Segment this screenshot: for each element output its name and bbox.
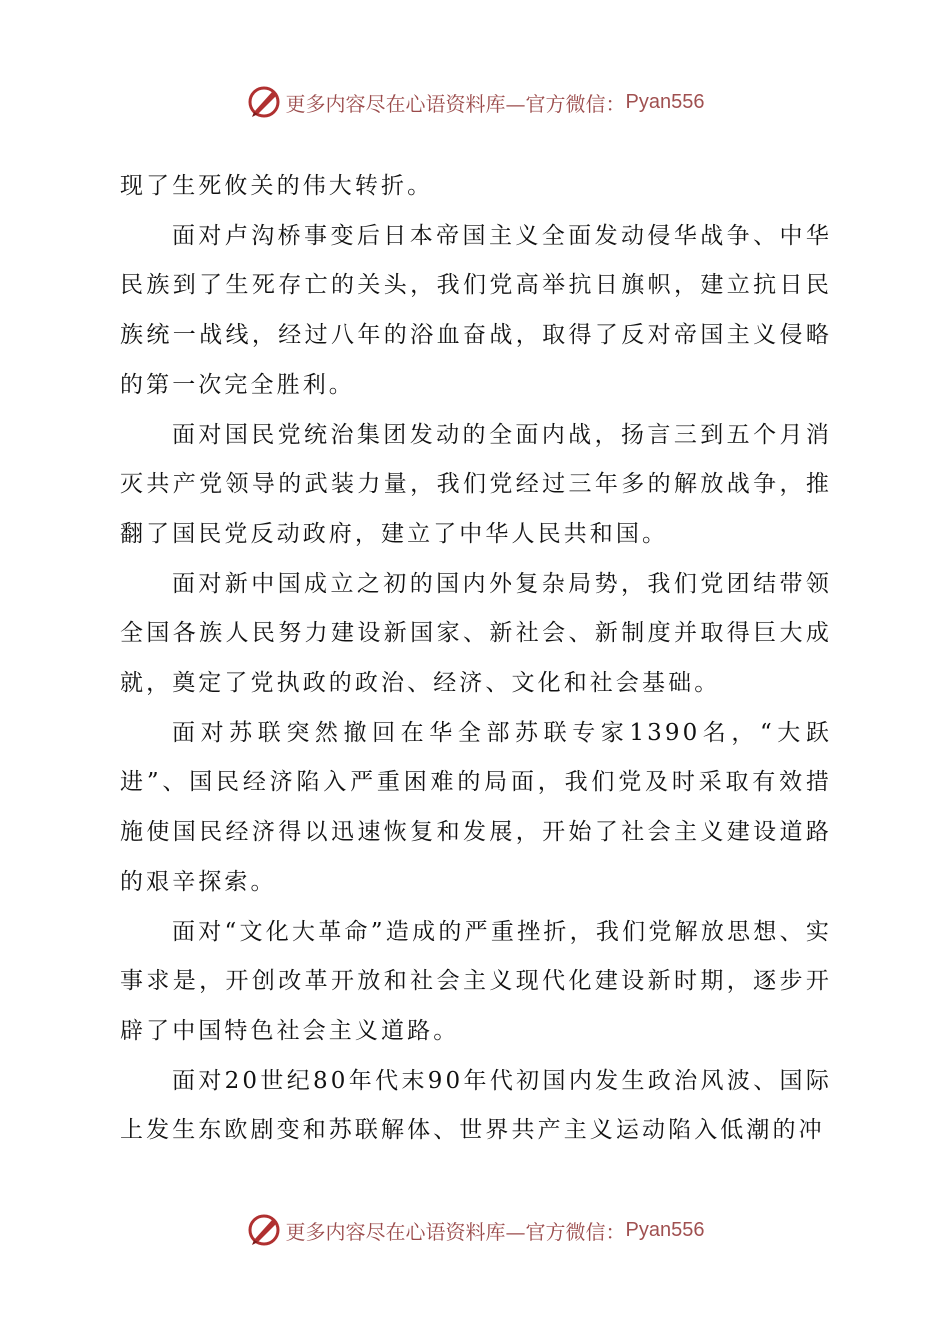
- paragraph-6: 面对“文化大革命”造成的严重挫折，我们党解放思想、实事求是，开创改革开放和社会主义现代化建设新时期，逐步开辟了中国特色社会主义道路。: [120, 918, 832, 1044]
- footer-banner: [0, 1210, 950, 1250]
- paragraph-7: 面对20世纪80年代末90年代初国内发生政治风波、国际上发生东欧剧变和苏联解体、世界共产主义运动陷入低潮的冲: [120, 1067, 832, 1144]
- document-body: [120, 162, 832, 1156]
- paragraph-1: 现了生死攸关的伟大转折。: [120, 173, 434, 199]
- paragraph-3: 面对国民党统治集团发动的全面内战，扬言三到五个月消灭共产党领导的武装力量，我们党经过三年多的解放战争，推翻了国民党反动政府，建立了中华人民共和国。: [120, 421, 832, 547]
- paragraph-4: 面对新中国成立之初的国内外复杂局势，我们党团结带领全国各族人民努力建设新国家、新社会、新制度并取得巨大成就，奠定了党执政的政治、经济、文化和社会基础。: [120, 570, 832, 697]
- header-banner-text: 更多内容尽在心语资料库—官方微信：: [285, 91, 626, 116]
- header-banner: [0, 82, 950, 122]
- header-banner-handle: Pyan556: [625, 90, 705, 113]
- paragraph-2: 面对卢沟桥事变后日本帝国主义全面发动侵华战争、中华民族到了生死存亡的关头，我们党高举抗日旗帜，建立抗日民族统一战线，经过八年的浴血奋战，取得了反对帝国主义侵略的第一次完全胜利。: [120, 222, 832, 398]
- pen-logo-icon: [246, 84, 282, 120]
- paragraph-5: 面对苏联突然撤回在华全部苏联专家1390名，“大跃进”、国民经济陷入严重困难的局面，我们党及时采取有效措施使国民经济得以迅速恢复和发展，开始了社会主义建设道路的艰辛探索。: [120, 719, 832, 895]
- footer-banner-handle: Pyan556: [625, 1218, 705, 1241]
- footer-banner-text: 更多内容尽在心语资料库—官方微信：: [285, 1219, 626, 1244]
- pen-logo-icon: [246, 1212, 282, 1248]
